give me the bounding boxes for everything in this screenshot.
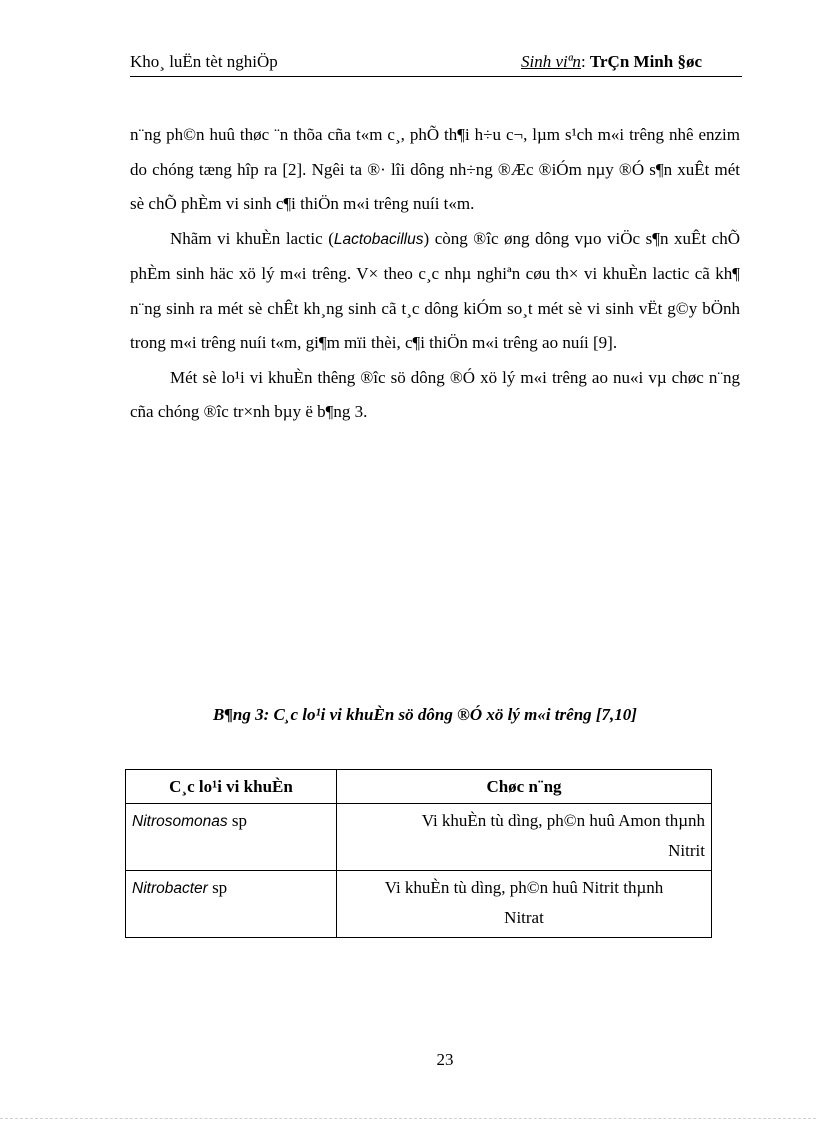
function-line: Nitrit: [668, 841, 705, 860]
paragraph-lactic-rest: ) còng ®îc øng dông vµo viÖc s¶n xuÊt chÕ phÈm sinh häc xö lý m«i trêng. V× theo c¸c nhµ nghiªn cøu th× vi khuÈn lactic cã kh¶ n¨ng sinh ra mét sè chÊt kh¸ng sinh cã t¸c dông kiÓm so¸t mét sè vi sinh vËt g©y bÖnh trong m«i trêng nuíi t«m, gi¶m mïi thèi, c¶i thiÖn m«i trêng ao nuíi [9].: [130, 228, 741, 352]
header-author: [521, 52, 702, 72]
header-author-role: Sinh viªn: [521, 52, 581, 71]
function-line: Nitrat: [504, 908, 544, 927]
table-cell-bacteria: [126, 804, 337, 871]
genus-name: Nitrobacter: [132, 880, 208, 897]
table-cell-bacteria: [126, 871, 337, 938]
table-cell-function: [337, 804, 712, 871]
page-bottom-edge: [0, 1118, 816, 1119]
table-caption: B¶ng 3: C¸c lo¹i vi khuÈn sö dông ®Ó xö lý m«i trêng [7,10]: [213, 705, 637, 724]
paragraph-lactic: [130, 222, 740, 361]
header-author-name: TrÇn Minh §øc: [589, 52, 702, 71]
table-row: [126, 804, 712, 871]
paragraph-continuation: n¨ng ph©n huû thøc ¨n thõa cña t«m c¸, phÕ th¶i h÷u c¬, lµm s¹ch m«i trêng nhê enzim do chóng tæng hîp ra [2]. Ngêi ta ®· lîi dông nh÷ng ®Æc ®iÓm nµy ®Ó s¶n xuÊt mét sè chÕ phÈm vi sinh c¶i thiÖn m«i trêng nuíi t«m.: [130, 125, 740, 213]
function-line: Vi khuÈn tù dìng, ph©n huû Nitrit thµnh: [384, 878, 664, 897]
body-text: [130, 118, 740, 430]
bacteria-table: [125, 769, 712, 938]
table-header-row: [126, 770, 712, 804]
genus-lactobacillus: Lactobacillus: [333, 230, 424, 248]
paragraph-table-intro: Mét sè lo¹i vi khuÈn thêng ®îc sö dông ®Ó xö lý m«i trêng ao nu«i vµ chøc n¨ng cña chóng ®îc tr×nh bµy ë b¶ng 3.: [130, 367, 740, 421]
running-header: [130, 52, 742, 77]
table-cell-function: [337, 871, 712, 938]
table-row: [126, 871, 712, 938]
genus-name: Nitrosomonas: [132, 813, 228, 830]
species-suffix: sp: [207, 878, 228, 897]
paragraph-lactic-start: Nhãm vi khuÈn lactic (: [170, 228, 334, 248]
table-header-function: Chøc n¨ng: [337, 770, 712, 804]
species-suffix: sp: [227, 811, 247, 830]
header-colon: :: [580, 52, 586, 71]
header-thesis-title: Kho¸ luËn tèt nghiÖp: [130, 52, 278, 71]
table-header-bacteria: C¸c lo¹i vi khuÈn: [126, 770, 337, 804]
function-line: Vi khuÈn tù dìng, ph©n huû Amon thµnh: [421, 811, 705, 830]
page-number: 23: [436, 1050, 454, 1069]
